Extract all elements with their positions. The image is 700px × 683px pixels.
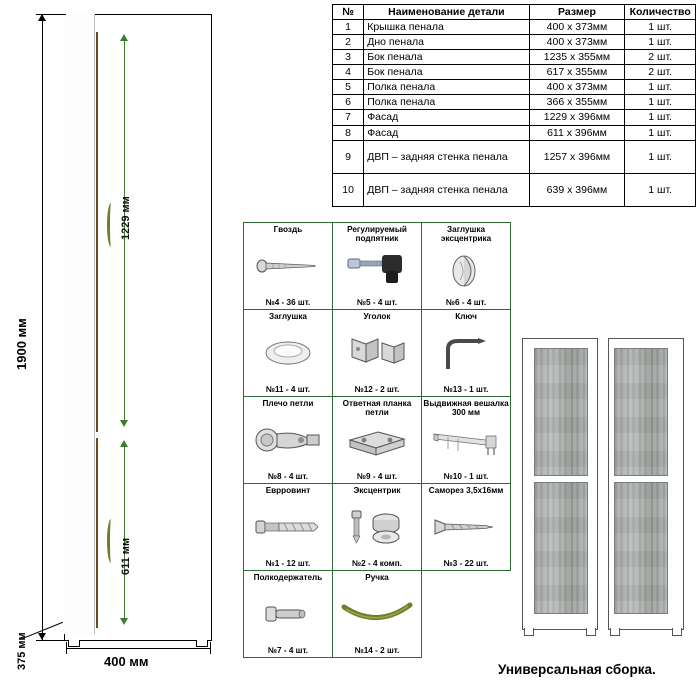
- hardware-qty: №14 - 2 шт.: [354, 646, 400, 655]
- table-row: [333, 50, 696, 65]
- hardware-title: Полкодержатель: [253, 573, 323, 582]
- door-bottom-dim-label: 611 мм: [120, 537, 132, 575]
- wardrobe-right-door-bottom: [614, 482, 668, 614]
- hardware-qty: №1 - 12 шт.: [265, 559, 311, 568]
- door-handle-top: [107, 203, 117, 247]
- hardware-qty: №12 - 2 шт.: [354, 385, 400, 394]
- adjustable-foot-icon: [334, 243, 420, 298]
- hardware-cell-shelf-support: [244, 571, 333, 658]
- hardware-qty: №7 - 4 шт.: [267, 646, 309, 655]
- table-row: [333, 35, 696, 50]
- hardware-title: Ключ: [455, 312, 477, 321]
- cap-icon: [245, 321, 331, 385]
- universal-assembly-caption: Универсальная сборка.: [498, 662, 656, 677]
- hardware-title: Саморез 3,5х16мм: [428, 486, 504, 495]
- hardware-title: Еврровинт: [265, 486, 311, 495]
- height-dim-tick-top: [36, 14, 66, 15]
- cabinet-door-top: [96, 32, 98, 432]
- part-size: 611 х 396мм: [529, 125, 625, 140]
- part-qty: 2 шт.: [625, 65, 696, 80]
- parts-table-header-row: [333, 5, 696, 20]
- height-dim-label: 1900 мм: [14, 318, 29, 370]
- door-bottom-dim-arrow-bottom: [120, 618, 128, 625]
- cam-lock-icon: [334, 495, 420, 559]
- hardware-cell-hinge-arm: [244, 397, 333, 484]
- hardware-qty: №13 - 1 шт.: [443, 385, 489, 394]
- part-no: 8: [333, 125, 364, 140]
- hinge-plate-icon: [334, 417, 420, 472]
- hardware-qty: №8 - 4 шт.: [267, 472, 309, 481]
- part-no: 3: [333, 50, 364, 65]
- cabinet-foot-right: [196, 640, 208, 647]
- wardrobe-right-door-top: [614, 348, 668, 476]
- hardware-cell-empty: [422, 571, 511, 658]
- hardware-title: Заглушка: [268, 312, 307, 321]
- hardware-qty: №3 - 22 шт.: [443, 559, 489, 568]
- hardware-cell-key: [422, 310, 511, 397]
- part-qty: 1 шт.: [625, 95, 696, 110]
- height-dim-line: [42, 14, 43, 640]
- parts-table: [332, 4, 696, 207]
- wardrobe-left-door-top: [534, 348, 588, 476]
- door-top-dim-label: 1229 мм: [120, 196, 132, 240]
- part-no: 6: [333, 95, 364, 110]
- hardware-cell-pull-out-rail: [422, 397, 511, 484]
- part-name: Фасад: [364, 110, 529, 125]
- handle-icon: [334, 582, 420, 646]
- width-dim-line: [66, 648, 210, 649]
- hardware-qty: №4 - 36 шт.: [265, 298, 311, 307]
- door-bottom-dim-arrow-top: [120, 440, 128, 447]
- parts-header-qty: Количество: [625, 5, 696, 20]
- hardware-title: Гвоздь: [273, 225, 303, 234]
- hinge-arm-icon: [245, 408, 331, 472]
- part-qty: 1 шт.: [625, 80, 696, 95]
- part-qty: 2 шт.: [625, 50, 696, 65]
- parts-header-name: Наименование детали: [364, 5, 529, 20]
- key-wrench-icon: [423, 321, 509, 385]
- part-qty: 1 шт.: [625, 173, 696, 206]
- hardware-qty: №11 - 4 шт.: [265, 385, 311, 394]
- nail-icon: [245, 234, 331, 298]
- part-size: 639 х 396мм: [529, 173, 625, 206]
- part-size: 1235 х 355мм: [529, 50, 625, 65]
- hardware-qty: №6 - 4 шт.: [445, 298, 487, 307]
- part-qty: 1 шт.: [625, 140, 696, 173]
- door-handle-bottom: [107, 519, 117, 563]
- part-no: 2: [333, 35, 364, 50]
- hardware-title: Ручка: [365, 573, 389, 582]
- hardware-title: Заглушка эксцентрика: [440, 225, 492, 244]
- corner-bracket-icon: [334, 321, 420, 385]
- pull-out-rail-icon: [423, 417, 509, 472]
- table-row: [333, 65, 696, 80]
- part-name: Крышка пенала: [364, 20, 529, 35]
- width-dim-tick-left: [66, 642, 67, 654]
- table-row: [333, 110, 696, 125]
- hardware-title: Эксцентрик: [353, 486, 401, 495]
- hardware-qty: №10 - 1 шт.: [443, 472, 489, 481]
- part-size: 617 х 355мм: [529, 65, 625, 80]
- hardware-qty: №9 - 4 шт.: [356, 472, 398, 481]
- parts-header-size: Размер: [529, 5, 625, 20]
- height-dim-tick-bottom: [36, 640, 66, 641]
- part-name: Дно пенала: [364, 35, 529, 50]
- part-size: 400 х 373мм: [529, 80, 625, 95]
- hardware-cell-cam-cap: [422, 223, 511, 310]
- euro-screw-icon: [245, 495, 331, 559]
- hardware-qty: №2 - 4 комп.: [352, 559, 402, 568]
- part-no: 5: [333, 80, 364, 95]
- part-size: 1257 х 396мм: [529, 140, 625, 173]
- hardware-title: Регулируемый подпятник: [347, 225, 407, 244]
- part-no: 9: [333, 140, 364, 173]
- height-dim-arrow-top: [38, 14, 46, 21]
- wardrobe-left-door-bottom: [534, 482, 588, 614]
- wardrobe-right-foot-a: [610, 628, 620, 636]
- part-name: ДВП – задняя стенка пенала: [364, 173, 529, 206]
- depth-dim-label: 375 мм: [16, 632, 28, 670]
- table-row: [333, 20, 696, 35]
- hardware-cell-adjustable-foot: [332, 223, 421, 310]
- cabinet-plinth: [64, 634, 212, 641]
- self-tapping-screw-icon: [423, 495, 509, 559]
- wardrobe-universal-assembly: [508, 330, 696, 660]
- hardware-title: Уголок: [363, 312, 391, 321]
- part-size: 400 х 373мм: [529, 20, 625, 35]
- part-qty: 1 шт.: [625, 20, 696, 35]
- hardware-cell-handle: [332, 571, 421, 658]
- hardware-title: Ответная планка петли: [342, 399, 412, 418]
- door-top-dim-arrow-top: [120, 34, 128, 41]
- table-row: [333, 95, 696, 110]
- hardware-cell-hinge-plate: [332, 397, 421, 484]
- width-dim-label: 400 мм: [104, 654, 149, 669]
- table-row: [333, 80, 696, 95]
- cabinet-left-side-panel: [64, 14, 95, 634]
- part-size: 400 х 373мм: [529, 35, 625, 50]
- hardware-title: Плечо петли: [262, 399, 314, 408]
- wardrobe-left-foot-b: [586, 628, 596, 636]
- hardware-cell-euro-screw: [244, 484, 333, 571]
- wardrobe-right-foot-b: [672, 628, 682, 636]
- hardware-cell-nail: [244, 223, 333, 310]
- cabinet-drawing: [0, 0, 250, 683]
- door-top-dim-arrow-bottom: [120, 420, 128, 427]
- part-size: 1229 х 396мм: [529, 110, 625, 125]
- shelf-support-icon: [245, 582, 331, 646]
- table-row: [333, 173, 696, 206]
- cam-cap-icon: [423, 243, 509, 298]
- part-qty: 1 шт.: [625, 110, 696, 125]
- hardware-qty: №5 - 4 шт.: [356, 298, 398, 307]
- part-qty: 1 шт.: [625, 125, 696, 140]
- cabinet-foot-left: [68, 640, 80, 647]
- part-name: ДВП – задняя стенка пенала: [364, 140, 529, 173]
- part-name: Полка пенала: [364, 80, 529, 95]
- part-no: 7: [333, 110, 364, 125]
- parts-header-no: №: [333, 5, 364, 20]
- door-bottom-dim-line: [124, 444, 125, 622]
- part-no: 4: [333, 65, 364, 80]
- hardware-cell-corner-bracket: [332, 310, 421, 397]
- hardware-title: Выдвижная вешалка 300 мм: [423, 399, 509, 418]
- part-name: Бок пенала: [364, 50, 529, 65]
- hardware-cell-self-tapping-screw: [422, 484, 511, 571]
- cabinet-door-bottom: [96, 438, 98, 628]
- part-no: 1: [333, 20, 364, 35]
- part-name: Полка пенала: [364, 95, 529, 110]
- table-row: [333, 140, 696, 173]
- part-qty: 1 шт.: [625, 35, 696, 50]
- wardrobe-left-foot-a: [524, 628, 534, 636]
- table-row: [333, 125, 696, 140]
- part-name: Бок пенала: [364, 65, 529, 80]
- hardware-cell-cam-lock: [332, 484, 421, 571]
- part-no: 10: [333, 173, 364, 206]
- hardware-cell-cap: [244, 310, 333, 397]
- height-dim-arrow-bottom: [38, 633, 46, 640]
- width-dim-tick-right: [210, 642, 211, 654]
- hardware-grid: [243, 222, 511, 658]
- part-name: Фасад: [364, 125, 529, 140]
- part-size: 366 х 355мм: [529, 95, 625, 110]
